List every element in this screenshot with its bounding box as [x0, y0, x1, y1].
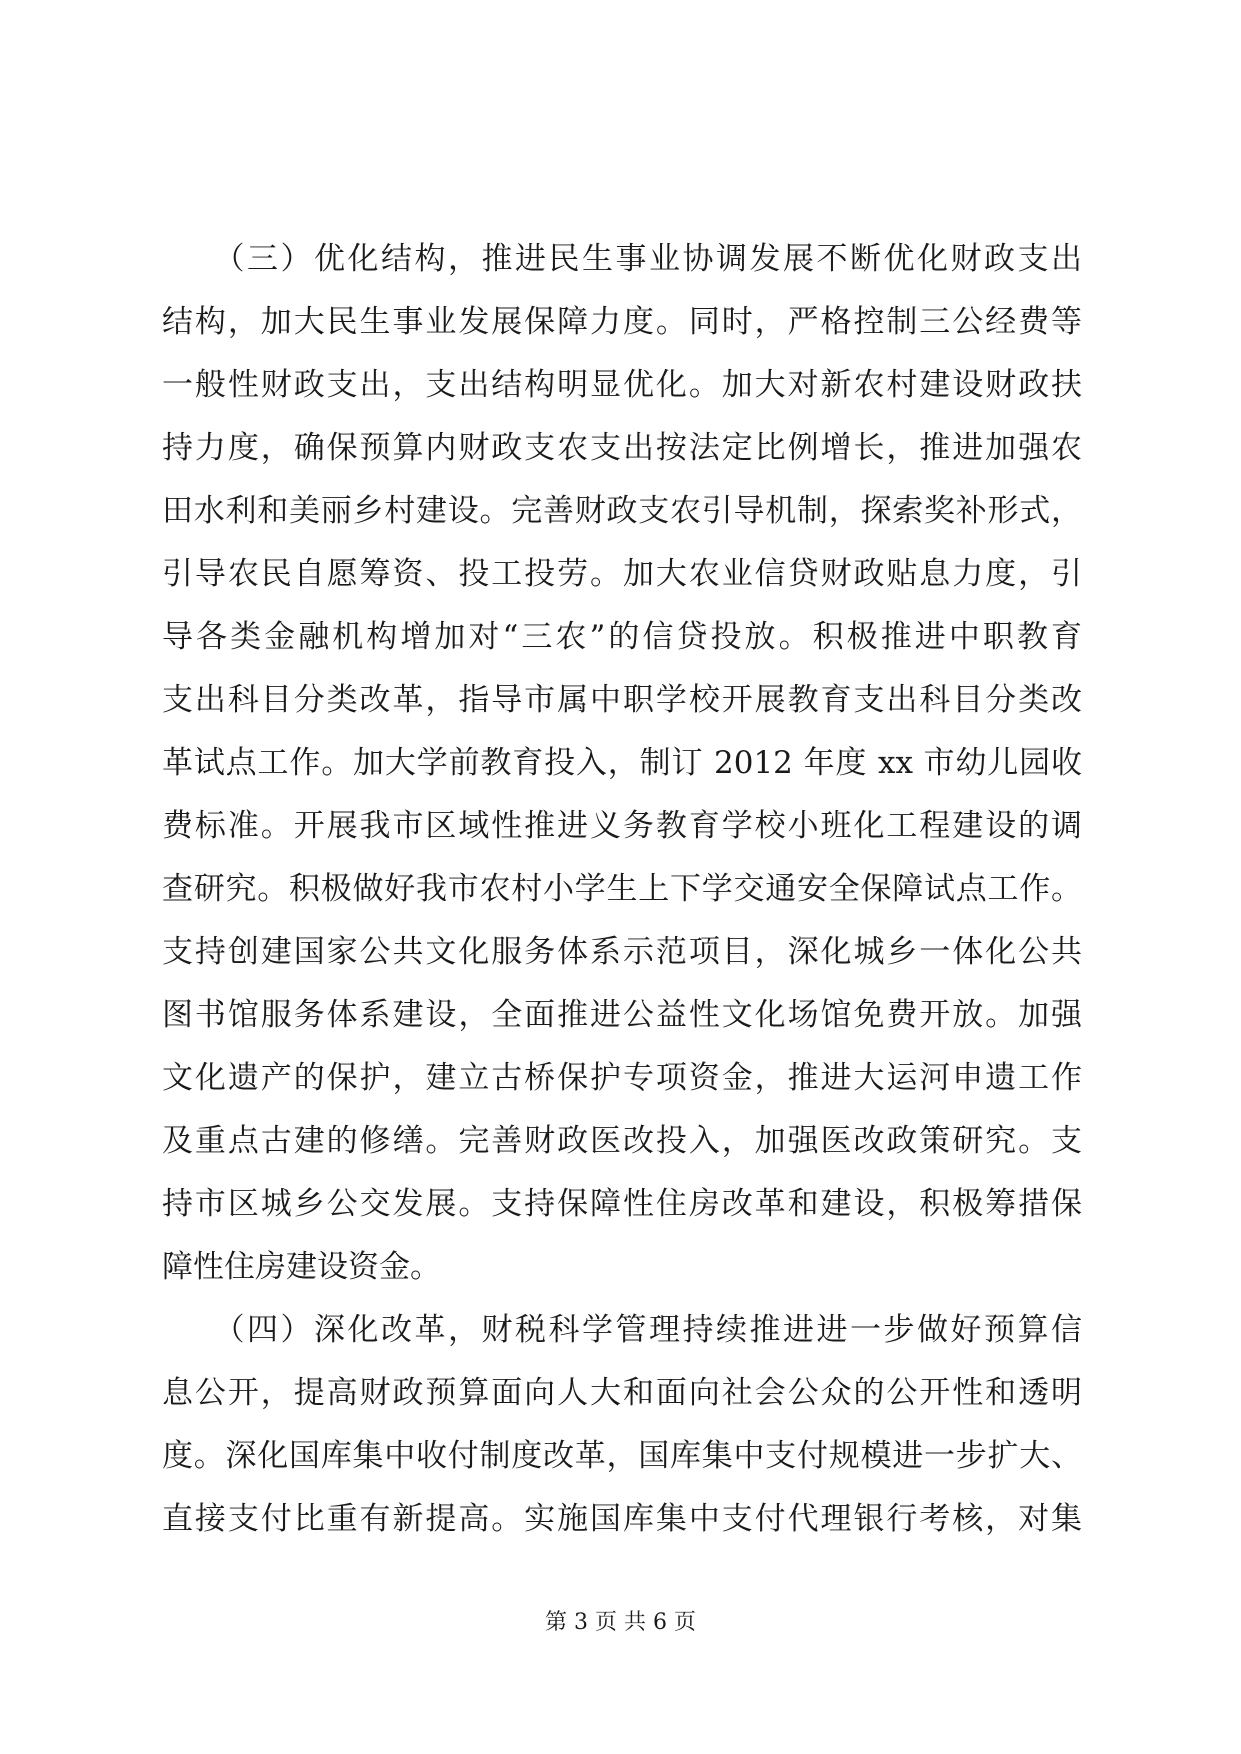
text-line: 持市区城乡公交发展。支持保障性住房改革和建设，积极筹措保 — [162, 1186, 1082, 1222]
text-line: 费标准。开展我市区域性推进义务教育学校小班化工程建设的调 — [162, 808, 1082, 844]
text-line: 引导农民自愿筹资、投工投劳。加大农业信贷财政贴息力度，引 — [162, 556, 1082, 592]
text-line: 息公开，提高财政预算面向人大和面向社会公众的公开性和透明 — [162, 1375, 1082, 1411]
text-line: 田水利和美丽乡村建设。完善财政支农引导机制，探索奖补形式， — [162, 493, 1082, 529]
text-line: 直接支付比重有新提高。实施国库集中支付代理银行考核，对集 — [162, 1501, 1082, 1537]
text-line: 结构，加大民生事业发展保障力度。同时，严格控制三公经费等 — [162, 304, 1082, 340]
text-line: 障性住房建设资金。 — [162, 1249, 441, 1285]
text-line: 度。深化国库集中收付制度改革，国库集中支付规模进一步扩大、 — [162, 1438, 1082, 1474]
text-line: （三）优化结构，推进民生事业协调发展不断优化财政支出 — [162, 241, 1082, 277]
text-line: 及重点古建的修缮。完善财政医改投入，加强医改政策研究。支 — [162, 1123, 1082, 1159]
text-line: （四）深化改革，财税科学管理持续推进进一步做好预算信 — [162, 1312, 1082, 1348]
text-line: 革试点工作。加大学前教育投入，制订 2012 年度 xx 市幼儿园收 — [162, 745, 1082, 781]
text-line: 图书馆服务体系建设，全面推进公益性文化场馆免费开放。加强 — [162, 997, 1082, 1033]
text-line: 支出科目分类改革，指导市属中职学校开展教育支出科目分类改 — [162, 682, 1082, 718]
text-line: 支持创建国家公共文化服务体系示范项目，深化城乡一体化公共 — [162, 934, 1082, 970]
text-line: 文化遗产的保护，建立古桥保护专项资金，推进大运河申遗工作 — [162, 1060, 1082, 1096]
page-number-footer: 第 3 页 共 6 页 — [545, 1610, 696, 1635]
text-line: 导各类金融机构增加对“三农”的信贷投放。积极推进中职教育 — [162, 619, 1082, 655]
text-line: 查研究。积极做好我市农村小学生上下学交通安全保障试点工作。 — [162, 871, 1082, 907]
text-line: 持力度，确保预算内财政支农支出按法定比例增长，推进加强农 — [162, 430, 1082, 466]
document-body — [162, 228, 1082, 1551]
text-line: 一般性财政支出，支出结构明显优化。加大对新农村建设财政扶 — [162, 367, 1082, 403]
